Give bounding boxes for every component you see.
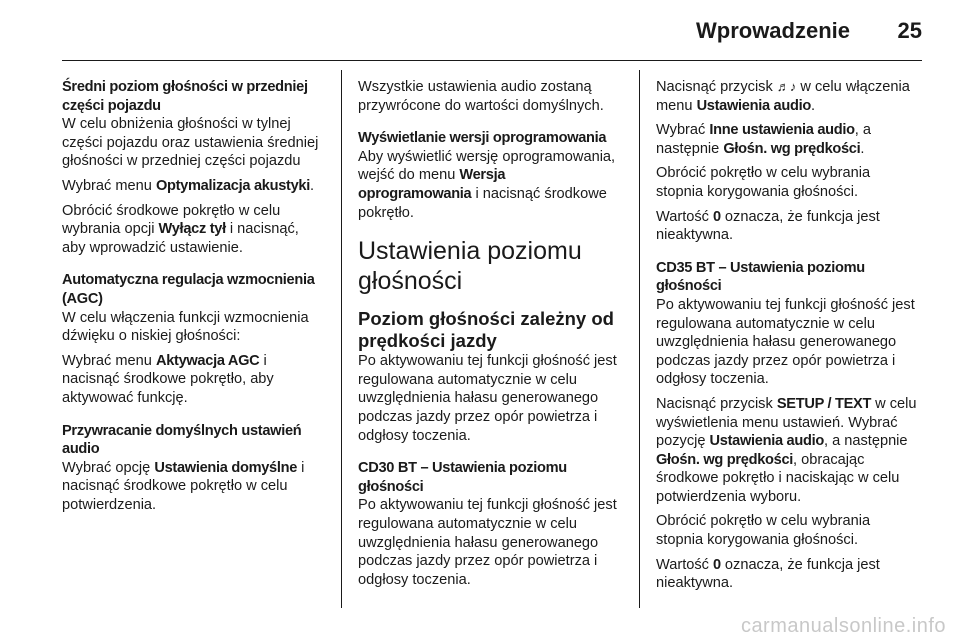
subheading-cd30: CD30 BT – Ustawienia poziomu głośności: [358, 460, 567, 495]
menu-name: Głośn. wg prędkości: [723, 140, 861, 157]
menu-name: Optymalizacja akustyki: [155, 177, 310, 194]
paragraph: Wybrać menu Aktywacja AGC i nacisnąć środkowe pokrętło, aby aktywować funkcję.: [62, 352, 274, 406]
paragraph: Wybrać menu Optymalizacja akustyki.: [62, 177, 315, 194]
paragraph: Obrócić pokrętło w celu wybrania stopnia korygowania głośności.: [656, 165, 871, 200]
button-name: SETUP / TEXT: [776, 395, 872, 412]
music-note-icon: ♬♪: [776, 79, 797, 94]
section-heading: Ustawienia poziomu głośności: [358, 237, 582, 296]
column-divider-2: [639, 70, 640, 608]
subheading-software-version: Wyświetlanie wersji oprogramowania: [358, 130, 607, 147]
subsection-heading: Poziom głośności zależny od prędkości jazdy: [358, 308, 614, 352]
menu-name: Aktywacja AGC: [155, 352, 260, 369]
paragraph: Wybrać opcję Ustawienia domyślne i nacisnąć środkowe pokrętło w celu potwierdzenia.: [62, 459, 305, 513]
paragraph: Wartość 0 oznacza, że funkcja jest nieaktywna.: [656, 556, 880, 592]
menu-name: Inne ustawienia audio: [709, 122, 855, 139]
menu-name: Ustawienia domyślne: [154, 459, 298, 476]
column-3: [656, 78, 918, 599]
menu-name: Wyłącz tył: [158, 221, 226, 238]
subheading-front-volume: Średni poziom głośności w przedniej części pojazdu: [62, 79, 308, 114]
paragraph: Wszystkie ustawienia audio zostaną przywrócone do wartości domyślnych.: [358, 79, 604, 114]
paragraph: Obrócić pokrętło w celu wybrania stopnia korygowania głośności.: [656, 513, 871, 549]
page-title: Wprowadzenie: [695, 18, 850, 43]
menu-name: Ustawienia audio: [709, 433, 824, 450]
paragraph: Nacisnąć przycisk SETUP / TEXT w celu wyświetlenia menu ustawień. Wybrać pozycję Ustawienia audio, a następnie Głośn. wg prędkości, obracając środkowe pokrętło i naciskając w celu potwierdzenia wyboru.: [656, 395, 917, 505]
paragraph: Po aktywowaniu tej funkcji głośność jest regulowana automatycznie w celu uwzględnienia hałasu generowanego podczas jazdy przez opór powietrza i odgłosy toczenia.: [358, 497, 617, 588]
paragraph: Obrócić środkowe pokrętło w celu wybrania opcji Wyłącz tył i nacisnąć, aby wprowadzić ustawienie.: [62, 202, 299, 256]
menu-name: Wersja oprogramowania: [358, 167, 506, 202]
subheading-cd35: CD35 BT – Ustawienia poziomu głośności: [656, 259, 865, 295]
paragraph: Aby wyświetlić wersję oprogramowania, wejść do menu Wersja oprogramowania i nacisnąć środkowe pokrętło.: [358, 148, 616, 221]
page-header: [62, 14, 922, 50]
paragraph: Po aktywowaniu tej funkcji głośność jest regulowana automatycznie w celu uwzględnienia hałasu generowanego podczas jazdy przez opór powietrza i odgłosy toczenia.: [358, 353, 617, 444]
paragraph: W celu obniżenia głośności w tylnej części pojazdu oraz ustawienia średniej głośności w przedniej części pojazdu: [62, 116, 319, 170]
paragraph: Wybrać Inne ustawienia audio, a następnie Głośn. wg prędkości.: [656, 122, 871, 157]
paragraph: Po aktywowaniu tej funkcji głośność jest regulowana automatycznie w celu uwzględnienia hałasu generowanego podczas jazdy przez opór powietrza i odgłosy toczenia.: [656, 296, 915, 388]
column-1: [62, 78, 324, 520]
column-divider-1: [341, 70, 342, 608]
page-number: 25: [897, 18, 922, 43]
subheading-agc: Automatyczna regulacja wzmocnienia (AGC): [62, 272, 315, 307]
paragraph: W celu włączenia funkcji wzmocnienia dźwięku o niskiej głośności:: [62, 309, 309, 345]
column-2: [358, 78, 620, 595]
subheading-default-settings: Przywracanie domyślnych ustawień audio: [62, 422, 302, 458]
watermark: carmanualsonline.info: [740, 615, 946, 637]
menu-name: Ustawienia audio: [696, 97, 811, 114]
header-divider: [62, 60, 922, 61]
paragraph: Wartość 0 oznacza, że funkcja jest nieaktywna.: [656, 208, 880, 244]
paragraph: Nacisnąć przycisk ♬♪ w celu włączenia menu Ustawienia audio.: [656, 79, 910, 114]
menu-name: Głośn. wg prędkości: [656, 451, 794, 468]
